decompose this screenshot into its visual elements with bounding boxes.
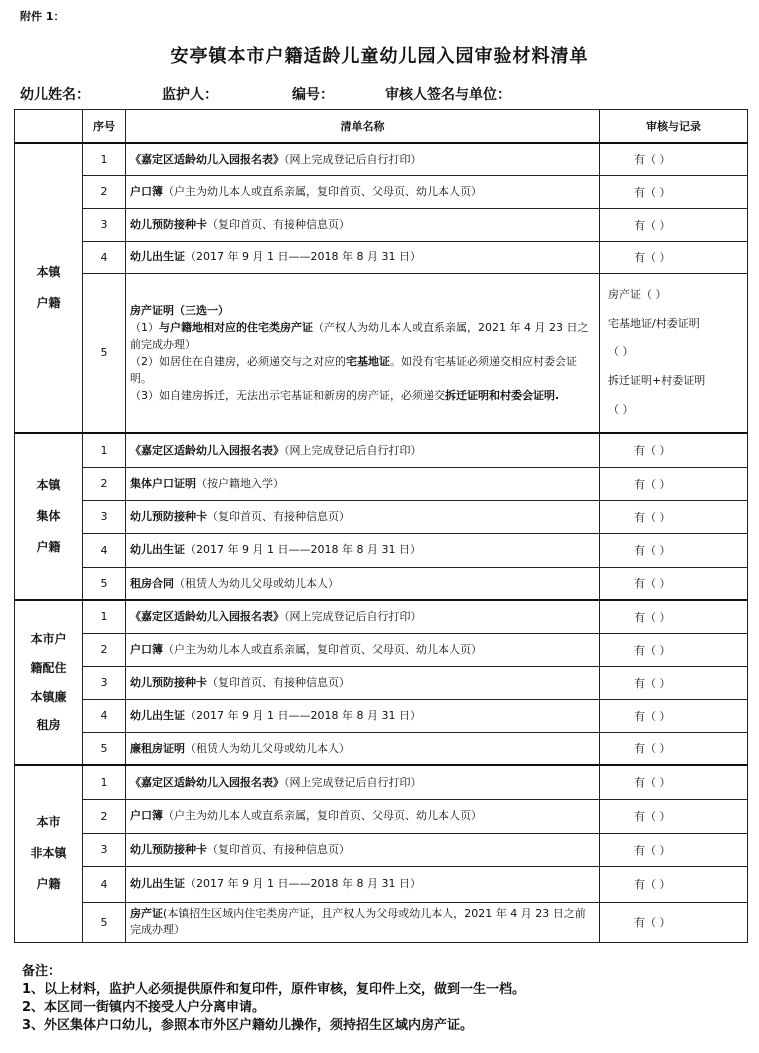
header-name: 清单名称 [126, 110, 600, 144]
table-row: 2 户口簿（户主为幼儿本人或直系亲属，复印首页、父母页、幼儿本人页） 有（ ） [15, 633, 748, 666]
annex-label: 附件 1： [20, 10, 65, 23]
note-line: 2、本区同一街镇内不接受人户分离申请。 [22, 1000, 266, 1015]
table-row: 3 幼儿预防接种卡（复印首页、有接种信息页） 有（ ） [15, 666, 748, 699]
note-line: 3、外区集体户口幼儿，参照本市外区户籍幼儿操作，须持招生区域内房产证。 [22, 1018, 474, 1033]
table-row: 3 幼儿预防接种卡（复印首页、有接种信息页） 有（ ） [15, 208, 748, 241]
table-row: 2 集体户口证明（按户籍地入学） 有（ ） [15, 467, 748, 500]
table-row: 5 廉租房证明（租赁人为幼儿父母或幼儿本人） 有（ ） [15, 732, 748, 765]
child-name-label: 幼儿姓名： [20, 87, 90, 103]
table-row: 本市户 籍配住 本镇廉 租房 1 《嘉定区适龄幼儿入园报名表》（网上完成登记后自行打印） 有（ ） [15, 600, 748, 633]
group-label: 本镇 集体 户籍 [15, 433, 83, 600]
notes [22, 963, 525, 1035]
group-other-district [15, 765, 748, 942]
table-row: 5 房产证(本镇招生区域内住宅类房产证，且产权人为父母或幼儿本人，2021 年 4 月 23 日之前完成办理） 有（ ） [15, 902, 748, 942]
table-row: 4 幼儿出生证（2017 年 9 月 1 日——2018 年 8 月 31 日） 有（ ） [15, 866, 748, 902]
table-row: 2 户口簿（户主为幼儿本人或直系亲属，复印首页、父母页、幼儿本人页） 有（ ） [15, 799, 748, 833]
group-label: 本镇 户籍 [15, 143, 83, 433]
table-row: 3 幼儿预防接种卡（复印首页、有接种信息页） 有（ ） [15, 500, 748, 533]
table-row: 2 户口簿（户主为幼儿本人或直系亲属，复印首页、父母页、幼儿本人页） 有（ ） [15, 175, 748, 208]
page-title: 安亭镇本市户籍适龄儿童幼儿园入园审验材料清单 [170, 46, 589, 67]
group-label: 本市 非本镇 户籍 [15, 765, 83, 942]
materials-table [14, 109, 748, 943]
note-line: 1、以上材料，监护人必须提供原件和复印件，原件审核，复印件上交，做到一生一档。 [22, 982, 526, 997]
table-row: 本镇 户籍 1 《嘉定区适龄幼儿入园报名表》（网上完成登记后自行打印） 有（ ） [15, 143, 748, 175]
table-row: 本市 非本镇 户籍 1 《嘉定区适龄幼儿入园报名表》（网上完成登记后自行打印） 有（ ） [15, 765, 748, 799]
header-seq: 序号 [83, 110, 126, 144]
table-row: 5 租房合同（租赁人为幼儿父母或幼儿本人） 有（ ） [15, 567, 748, 600]
group-low-rent [15, 600, 748, 765]
table-row: 3 幼儿预防接种卡（复印首页、有接种信息页） 有（ ） [15, 833, 748, 866]
reviewer-label: 审核人签名与单位： [385, 87, 511, 103]
notes-heading: 备注： [22, 964, 62, 979]
header-review: 审核与记录 [600, 110, 748, 144]
guardian-label: 监护人： [162, 87, 218, 103]
group-local-hukou [15, 143, 748, 433]
table-header-row [15, 110, 748, 144]
table-row: 本镇 集体 户籍 1 《嘉定区适龄幼儿入园报名表》（网上完成登记后自行打印） 有（ ） [15, 433, 748, 467]
table-row: 4 幼儿出生证（2017 年 9 月 1 日——2018 年 8 月 31 日） 有（ ） [15, 533, 748, 567]
table-row: 5 房产证明（三选一） （1）与户籍地相对应的住宅类房产证（产权人为幼儿本人或直系亲属，2021 年 4 月 23 日之前完成办理） （2）如居住在自建房，必须递交与之对应的宅基地证。如没有宅基证必须递交相应村委会证明。 （3）如自建房拆迁，无法出示宅基证和新房的房产证，必须递交拆迁证明和村委会证明. 房产证（ ） 宅基地证/村委证明 （ ） 拆迁证明+村委证明 （ ） [15, 273, 748, 433]
group-label: 本市户 籍配住 本镇廉 租房 [15, 600, 83, 765]
table-row: 4 幼儿出生证（2017 年 9 月 1 日——2018 年 8 月 31 日） 有（ ） [15, 699, 748, 732]
number-label: 编号： [292, 87, 334, 103]
table-row: 4 幼儿出生证（2017 年 9 月 1 日——2018 年 8 月 31 日） 有（ ） [15, 241, 748, 273]
group-collective-hukou [15, 433, 748, 600]
